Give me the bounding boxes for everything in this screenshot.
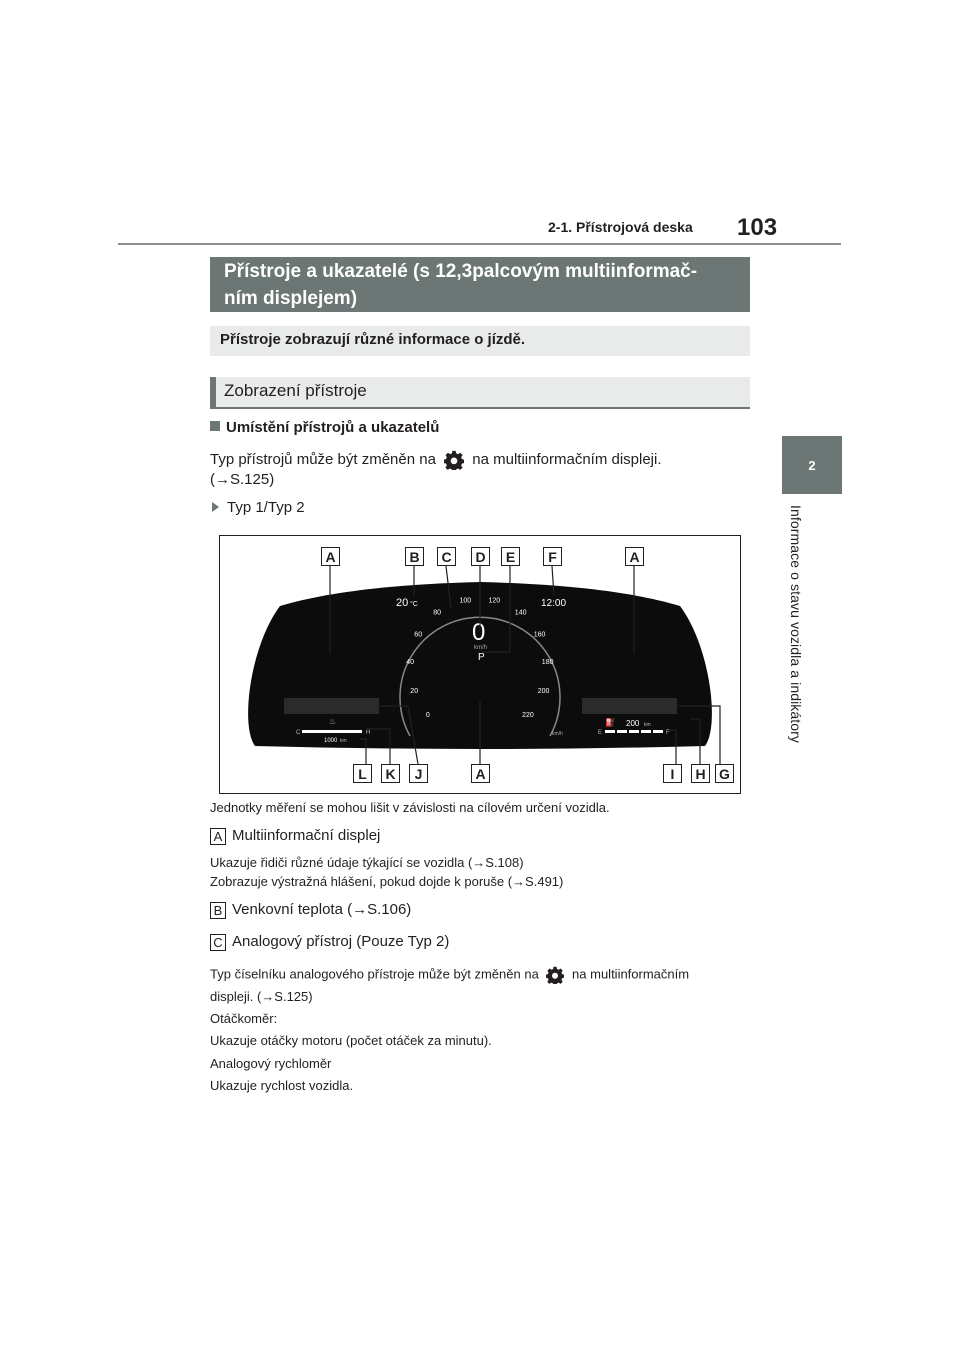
left-gauge-end-c: C (296, 730, 301, 736)
page-title-line1: Přístroje a ukazatelé (s 12,3palcovým multiinformač- (224, 261, 698, 282)
right-range-value: 200 (626, 719, 640, 728)
tachometer-label: Otáčkoměr: (210, 1011, 278, 1026)
page-number: 103 (737, 214, 778, 241)
page-title (210, 257, 750, 312)
item-a-desc-2: Zobrazuje výstražná hlášení, pokud dojde k poruše (→S.491) (210, 874, 564, 889)
speedometer-desc: Ukazuje rychlost vozidla. (210, 1078, 354, 1093)
intro-text-before: Typ přístrojů může být změněn na (210, 450, 436, 468)
callout-top-6: F (543, 547, 562, 566)
left-range-unit: km (340, 738, 347, 744)
type-label-text: Typ 1/Typ 2 (227, 499, 305, 516)
analog-text-after: na multiinformačním (572, 966, 690, 982)
dial-label-100: 100 (459, 597, 472, 605)
callout-top-7: A (625, 547, 644, 566)
callout-bottom-3: J (409, 764, 428, 783)
intro-reference: (→S.125) (210, 471, 275, 488)
coolant-icon: ♨ (329, 717, 337, 726)
callout-top-4: D (471, 547, 490, 566)
callout-top-1: A (321, 547, 340, 566)
dial-label-120: 120 (488, 597, 501, 605)
type-label (212, 499, 305, 516)
item-a-title (210, 827, 380, 845)
analog-paragraph-line2: displeji. (→S.125) (210, 989, 313, 1004)
temperature-readout: 20 (396, 597, 409, 609)
page-subtitle: Přístroje zobrazují různé informace o jízdě. (210, 326, 750, 356)
chapter-title-vertical: Informace o stavu vozidla a indikátory (788, 505, 804, 744)
dial-label-200: 200 (537, 687, 550, 695)
temperature-unit: °C (410, 601, 418, 608)
callout-bottom-5: I (663, 764, 682, 783)
callout-top-5: E (501, 547, 520, 566)
dial-label-160: 160 (533, 631, 546, 639)
running-header-section: 2-1. Přístrojová deska (548, 219, 693, 235)
gear-indicator: P (478, 652, 485, 663)
dial-label-40: 40 (406, 659, 414, 667)
left-display-panel (284, 698, 379, 714)
item-b-title-text: Venkovní teplota (→S.106) (232, 901, 412, 918)
gear-icon (546, 966, 564, 984)
callout-bottom-4: A (471, 764, 490, 783)
section-heading: Zobrazení přístroje (210, 377, 750, 409)
callout-top-3: C (437, 547, 456, 566)
dial-label-220: 220 (522, 712, 534, 720)
chapter-tab: 2 (782, 436, 842, 494)
clock-readout: 12:00 (541, 598, 567, 609)
right-gauge-end-e: E (598, 730, 603, 736)
callout-bottom-1: L (353, 764, 372, 783)
speed-readout: 0 (472, 619, 486, 646)
instrument-cluster-figure (219, 535, 741, 794)
analog-text-before: Typ číselníku analogového přístroje může být změněn na (210, 966, 539, 982)
item-c-title-text: Analogový přístroj (Pouze Typ 2) (232, 933, 450, 950)
right-gauge-bar (605, 730, 663, 733)
item-a-letter: A (210, 828, 226, 845)
callout-bottom-7: G (715, 764, 734, 783)
item-a-desc-1: Ukazuje řidiči různé údaje týkající se vozidla (→S.108) (210, 855, 524, 870)
dial-unit: km/h (552, 731, 563, 737)
square-bullet-icon (210, 421, 220, 431)
intro-paragraph (210, 450, 750, 470)
speed-unit: km/h (474, 645, 488, 651)
gear-icon (444, 450, 464, 470)
item-c-title (210, 933, 449, 951)
callout-bottom-6: H (691, 764, 710, 783)
units-note: Jednotky měření se mohou lišit v závislosti na cílovém určení vozidla. (210, 800, 610, 815)
dial-label-20: 20 (410, 687, 419, 695)
intro-text-after: na multiinformačním displeji. (472, 450, 662, 468)
subsection-heading-text: Umístění přístrojů a ukazatelů (226, 419, 440, 436)
fuel-pump-icon: ⛽ (605, 718, 615, 727)
left-range-value: 1000 (324, 738, 338, 744)
tachometer-desc: Ukazuje otáčky motoru (počet otáček za minutu). (210, 1033, 492, 1048)
dial-label-0: 0 (425, 712, 430, 720)
item-a-title-text: Multiinformační displej (232, 827, 381, 844)
dial-label-80: 80 (433, 609, 441, 617)
dial-label-140: 140 (514, 609, 527, 617)
right-gauge-end-f: F (666, 730, 670, 736)
subsection-heading (210, 419, 439, 436)
dial-label-180: 180 (541, 659, 554, 667)
left-gauge-bar (302, 730, 362, 733)
triangle-bullet-icon (212, 502, 219, 512)
dial-label-60: 60 (414, 631, 423, 639)
item-c-letter: C (210, 934, 226, 951)
callout-top-2: B (405, 547, 424, 566)
analog-paragraph-line1 (210, 966, 770, 984)
callout-bottom-2: K (381, 764, 400, 783)
left-gauge-end-h: H (366, 730, 371, 736)
speedometer-label: Analogový rychloměr (210, 1056, 332, 1071)
header-rule (118, 243, 841, 245)
item-b-title (210, 901, 411, 919)
right-display-panel (582, 698, 677, 714)
right-range-unit: km (644, 722, 651, 728)
instrument-cluster-illustration (220, 536, 740, 793)
item-b-letter: B (210, 902, 226, 919)
page-title-line2: ním displejem) (224, 288, 358, 309)
